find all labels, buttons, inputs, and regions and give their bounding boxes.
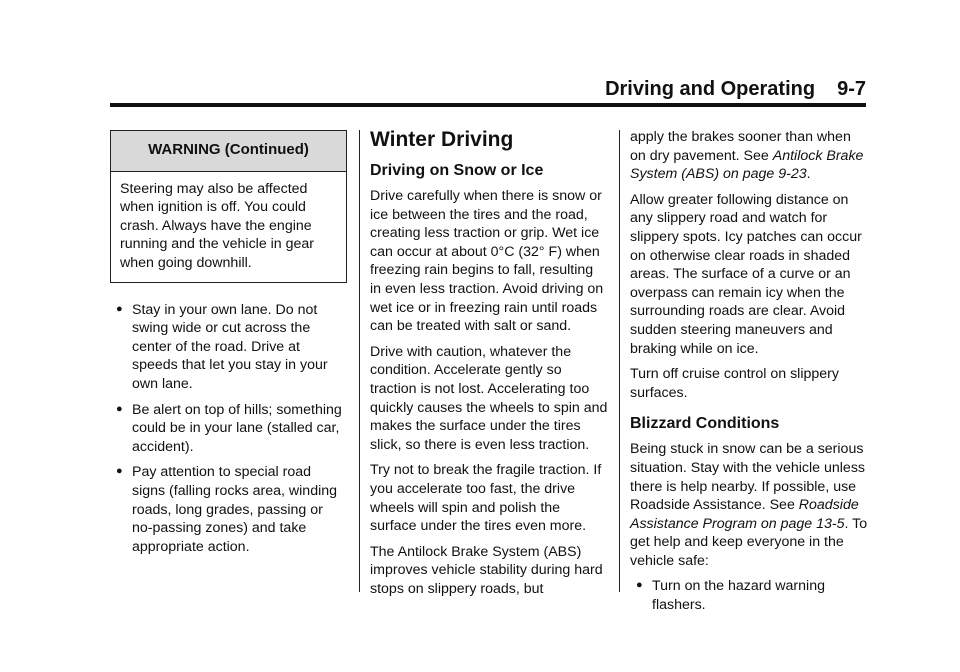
column-left: [110, 130, 347, 563]
section-title: Driving and Operating: [605, 78, 816, 100]
column-divider: [619, 130, 620, 592]
bullet-icon: ●: [116, 402, 123, 415]
paragraph: Try not to break the fragile traction. If you accelerate too fast, the drive wheels will spin and polish the surface under the tires even more.: [370, 462, 602, 535]
list-item: ● Pay attention to special road signs (falling rocks area, winding roads, long grades, passing or no-passing zones) and take appropriate action.: [116, 464, 338, 555]
warning-box: [110, 130, 347, 283]
page-header: [110, 78, 866, 101]
cross-reference-link[interactable]: Roadside Assistance Program on page 13-5: [630, 497, 859, 532]
paragraph: Allow greater following distance on any slippery road and watch for slippery spots. Icy patches can occur on otherwise clear roads in shaded areas. The surface of a curve or an overpass can remain icy when the surrounding roads are clear. Avoid sudden steering maneuvers and braking while on ice.: [630, 191, 862, 357]
paragraph: apply the brakes sooner than when on dry pavement. See Antilock Brake System (ABS) on page 9-23.: [630, 129, 864, 183]
column-divider: [359, 130, 360, 592]
bullet-icon: ●: [116, 465, 123, 478]
paragraph: Turn off cruise control on slippery surfaces.: [630, 366, 839, 401]
bullet-list: [630, 577, 868, 614]
list-item: ● Stay in your own lane. Do not swing wide or cut across the center of the road. Drive at speeds that let you stay in your own lane.: [116, 301, 328, 392]
paragraph: Drive with caution, whatever the condition. Accelerate gently so traction is not lost. Accelerating too quickly causes the wheels to spin and makes the surface under the tires slick, so there is even less traction.: [370, 343, 608, 453]
paragraph: Drive carefully when there is snow or ice between the tires and the road, creating less traction or grip. Wet ice can occur at about 0°C (32° F) when freezing rain begins to fall, resulting in even less traction. Avoid driving on wet ice or in freezing rain until roads can be treated with salt or sand.: [370, 188, 604, 335]
header-rule: [110, 103, 866, 107]
section-heading: Winter Driving: [370, 128, 514, 151]
subsection-heading: Driving on Snow or Ice: [370, 162, 544, 179]
warning-body: Steering may also be affected when ignition is off. You could crash. Always have the engine running and the vehicle in gear when going downhill.: [120, 180, 315, 271]
page-number: 9-7: [837, 78, 866, 100]
list-item: ● Turn on the hazard warning flashers.: [636, 578, 825, 614]
paragraph: The Antilock Brake System (ABS) improves vehicle stability during hard stops on slippery roads, but: [370, 543, 603, 597]
column-middle: [370, 128, 608, 605]
bullet-list: [110, 301, 347, 557]
bullet-icon: ●: [636, 579, 643, 592]
list-item: ● Be alert on top of hills; something could be in your lane (stalled car, accident).: [116, 401, 342, 455]
bullet-icon: ●: [116, 302, 123, 315]
paragraph: Being stuck in snow can be a serious situation. Stay with the vehicle unless there is help nearby. If possible, use Roadside Assistance. See Roadside Assistance Program on page 13-5. To get help and keep everyone in the vehicle safe:: [630, 441, 868, 569]
warning-title: WARNING (Continued): [111, 131, 346, 172]
column-right: [630, 128, 868, 622]
subsection-heading: Blizzard Conditions: [630, 415, 780, 433]
cross-reference-link[interactable]: Antilock Brake System (ABS) on page 9-23: [630, 147, 864, 183]
